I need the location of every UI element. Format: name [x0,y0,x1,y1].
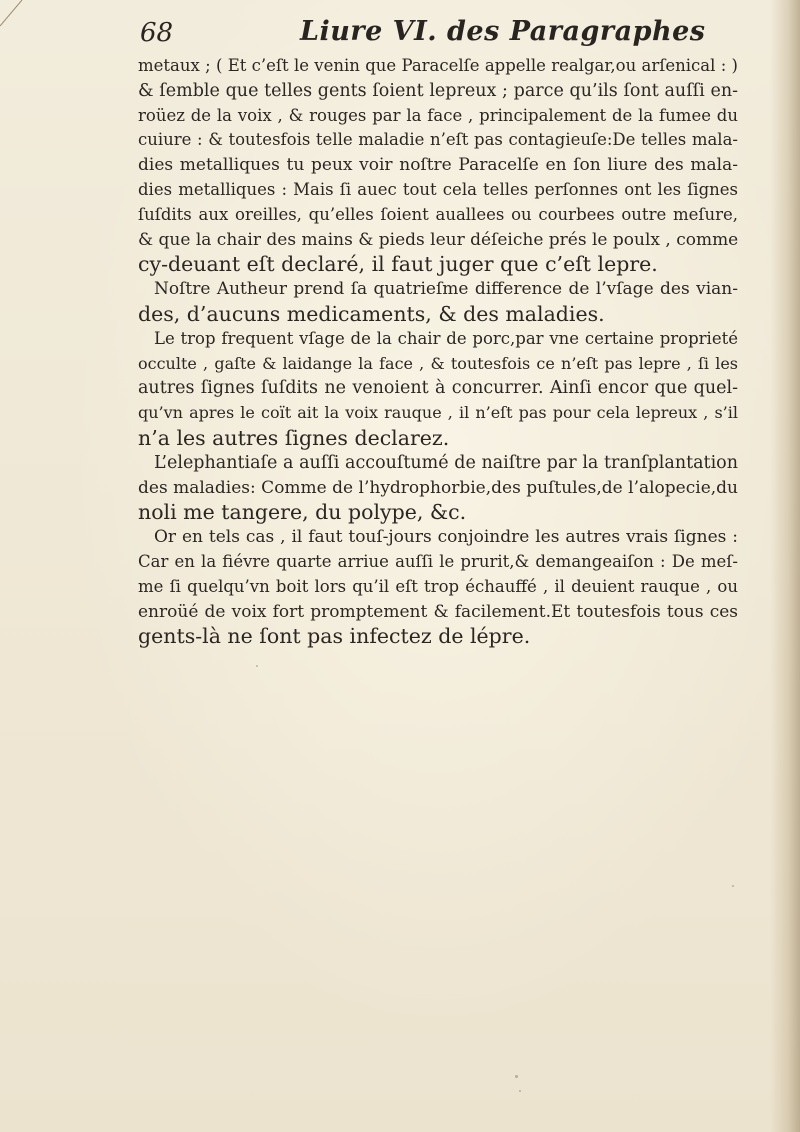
text-line: roüez de la voix , & rouges par la face , principalement de la fumee du [138,105,738,125]
text-line: dies metalliques tu peux voir noſtre Paracelſe en ſon liure des mala- [138,155,738,176]
page-edge-shadow [770,0,800,1132]
corner-fold-mark [0,0,40,40]
text-line: dies metalliques : Mais ſi auec tout cela telles perſonnes ont les ſignes [138,179,738,199]
text-line: qu’vn apres le coït ait la voix rauque , il n’eſt pas pour cela lepreux , s’il [138,403,738,423]
text-line: gents-là ne ſont pas infectez de lépre. [138,624,531,649]
running-title: Liure VI. des Paragraphes [300,16,706,47]
text-line: & que la chair des mains & pieds leur déſeiche prés le poulx , comme [138,229,739,250]
paper-speck [519,1090,521,1092]
text-line: & ſemble que telles gents ſoient lepreux ; parce qu’ils ſont auſſi en- [138,80,738,101]
paper-speck [515,1075,518,1078]
paper-speck [732,885,734,887]
text-line: metaux ; ( Et c’eſt le venin que Paracelſe appelle realgar,ou arſenical : ) [138,56,738,75]
text-line: des maladies: Comme de l’hydrophorbie,des puſtules,de l’alopecie,du [138,477,738,498]
text-line: L’elephantiaſe a auſſi accouſtumé de naiſtre par la tranſplantation [154,452,738,473]
text-line: cy-deuant eſt declaré, il faut juger que c’eſt lepre. [138,252,658,277]
text-line: n’a les autres ſignes declarez. [138,425,450,450]
text-line: ſuſdits aux oreilles, qu’elles ſoient auallees ou courbees outre meſure, [138,204,738,224]
text-line: Le trop frequent vſage de la chair de porc,par vne certaine proprieté [154,328,738,348]
text-line: Car en la fiévre quarte arriue auſſi le prurit,& demangeaiſon : De meſ- [138,551,738,571]
text-line: cuiure : & toutesfois telle maladie n’eſt pas contagieuſe:De telles mala- [138,130,738,150]
text-line: des, d’aucuns medicaments, & des maladies. [138,301,605,326]
text-line: Or en tels cas , il faut touſ-jours conjoindre les autres vrais ſignes : [154,527,738,548]
text-line: Noſtre Autheur prend ſa quatrieſme difference de l’vſage des vian- [154,279,738,300]
body-text [138,54,738,649]
text-line: noli me tangere, du polype, &c. [138,500,467,525]
page-number: 68 [140,18,174,48]
text-line: autres ſignes ſuſdits ne venoient à concurrer. Ainſi encor que quel- [138,378,738,399]
text-line: me ſi quelqu’vn boit lors qu’il eſt trop échauffé , il deuient rauque , ou [138,576,738,596]
text-line: occulte , gaſte & laidange la face , & toutesfois ce n’eſt pas lepre , ſi les [138,353,738,373]
paper-speck [256,665,258,667]
text-line: enroüé de voix fort promptement & facilement.Et toutesfois tous ces [138,601,738,622]
page-header [140,14,706,54]
